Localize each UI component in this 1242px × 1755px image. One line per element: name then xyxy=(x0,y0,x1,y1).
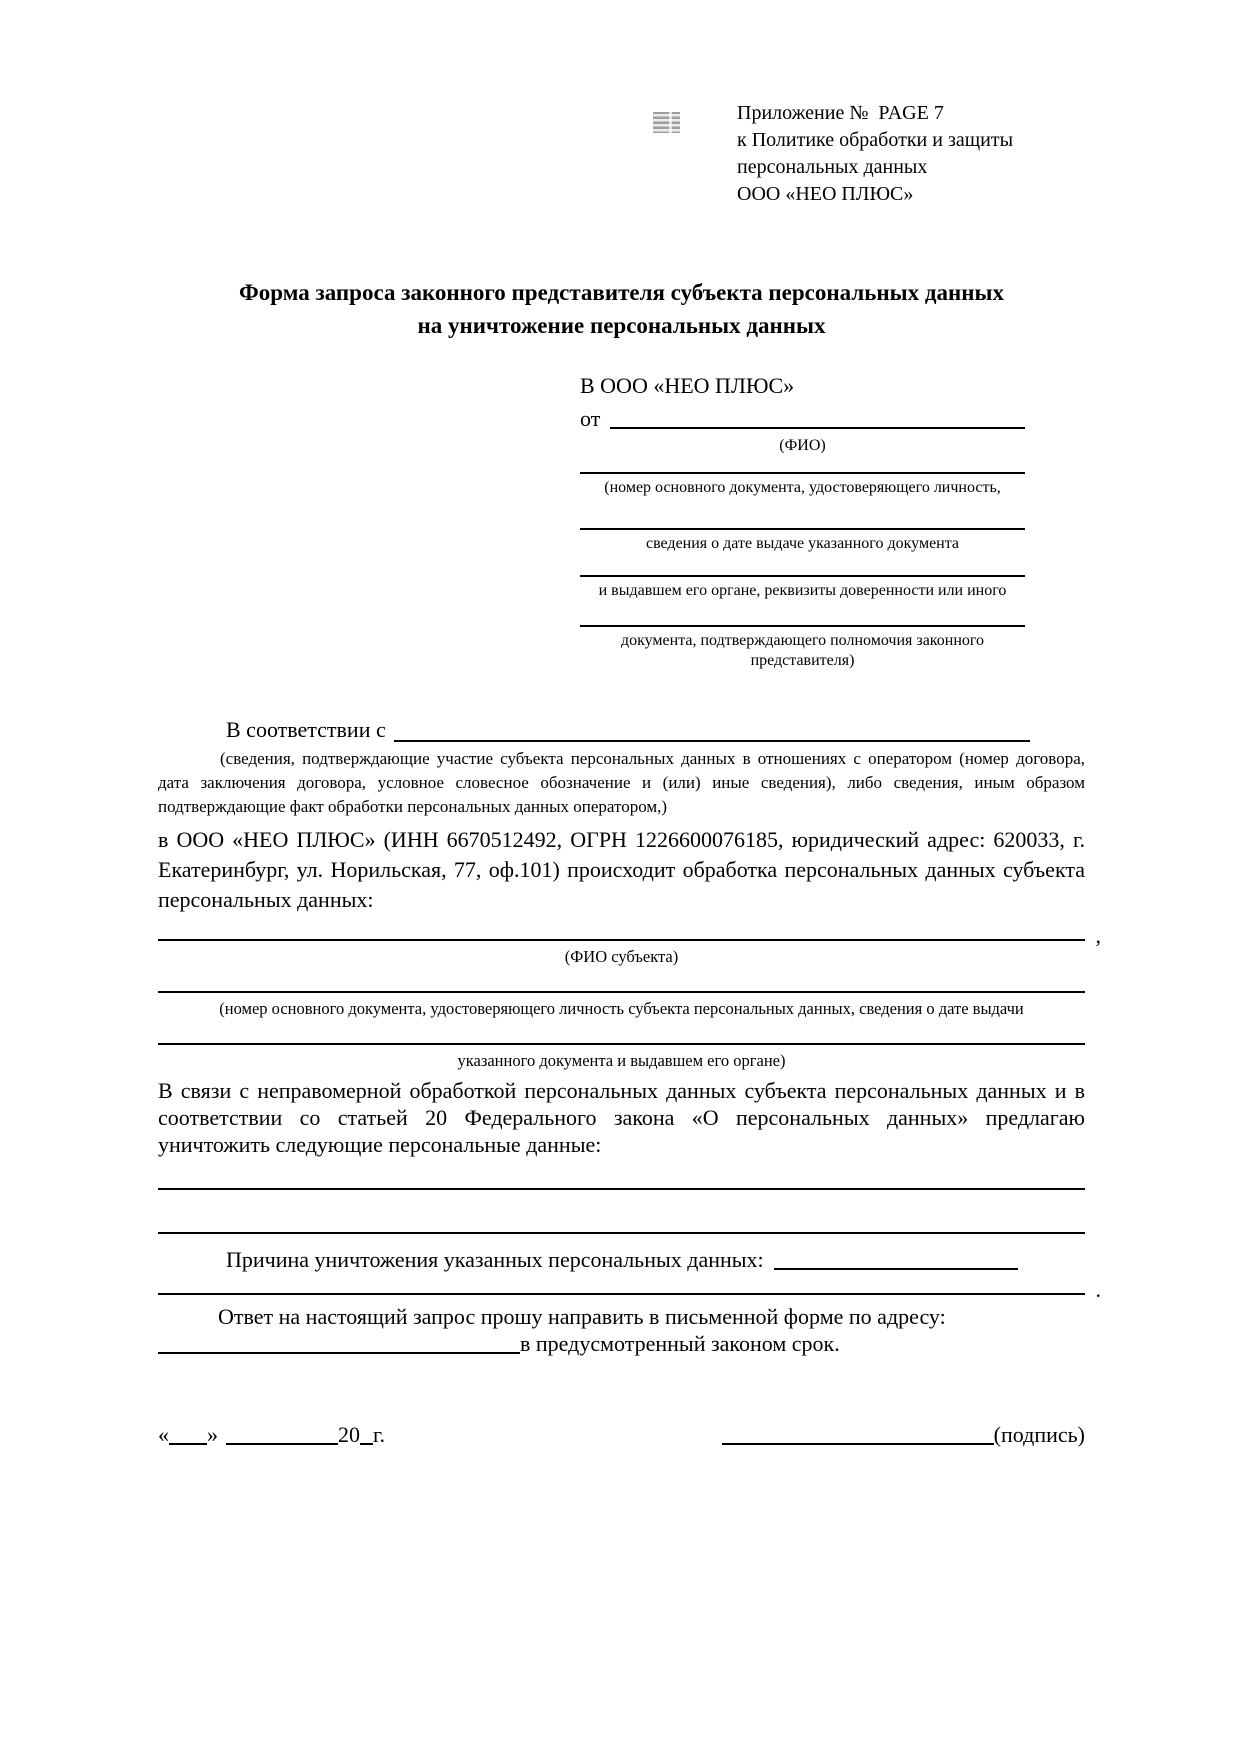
operator-paragraph: в ООО «НЕО ПЛЮС» (ИНН 6670512492, ОГРН 1226600076185, юридический адрес: 620033, г. Екатеринбург, ул. Норильская, 77, оф.101) происходит обработка персональных данных субъекта персональных данных: xyxy=(158,827,1085,912)
subject-doc-blank-1 xyxy=(158,991,1085,993)
reply-text: Ответ на настоящий запрос прошу направить в письменной форме по адресу: xyxy=(218,1304,946,1329)
quote-open: « xyxy=(158,1422,169,1447)
according-note: (сведения, подтверждающие участие субъекта персональных данных в отношениях с оператором (номер договора, дата заключения договора, условное словесное обозначение и (или) иные сведения), либо сведения, иным образом подтверждающие факт обработки персональных данных оператором,) xyxy=(158,749,1085,816)
caption-fio: (ФИО) xyxy=(779,437,826,454)
representative-doc-blank-4 xyxy=(580,625,1025,627)
appendix-policy-line-2: персональных данных xyxy=(737,156,928,178)
year-suffix: г. xyxy=(373,1422,386,1447)
document-title xyxy=(158,276,1085,342)
subject-doc-blank-2 xyxy=(158,1043,1085,1045)
reason-label: Причина уничтожения указанных персональных данных: xyxy=(226,1247,764,1272)
recipient-line: В ООО «НЕО ПЛЮС» xyxy=(580,373,795,398)
hidden-formatting-marks-icon xyxy=(653,112,680,133)
from-label: от xyxy=(580,406,601,431)
caption-subject-doc-1: (номер основного документа, удостоверяющего личность субъекта персональных данных, сведения о дате выдачи xyxy=(219,999,1024,1018)
representative-doc-blank-2 xyxy=(580,528,1025,530)
reply-suffix: в предусмотренный законом срок. xyxy=(520,1331,840,1356)
appendix-policy-line: к Политике обработки и защиты xyxy=(737,129,1014,151)
month-blank xyxy=(226,1443,338,1445)
document-title-line-2: на уничтожение персональных данных xyxy=(417,313,826,338)
signature-caption: (подпись) xyxy=(993,1422,1085,1447)
reason-continuation-blank-row xyxy=(158,1277,1101,1302)
representative-doc-blank-3 xyxy=(580,575,1025,577)
signature-blank xyxy=(722,1443,994,1445)
date-line xyxy=(158,1421,385,1448)
trailing-period: . xyxy=(1095,1277,1101,1302)
data-to-destroy-blank-1 xyxy=(158,1188,1085,1190)
subject-doc-blank-row-2 xyxy=(158,1043,1085,1045)
appendix-number-line: Приложение № PAGE 7 xyxy=(737,102,944,124)
signature-line xyxy=(722,1421,1085,1448)
subject-doc-blank-row-1 xyxy=(158,991,1085,993)
reply-address-row xyxy=(158,1330,1085,1357)
subject-fio-blank xyxy=(158,939,1085,941)
according-row xyxy=(158,715,1030,745)
according-blank xyxy=(394,740,1030,742)
appendix-block xyxy=(737,100,1013,208)
footer-row xyxy=(158,1421,1085,1448)
trailing-comma: , xyxy=(1095,923,1101,948)
document-title-line-1: Форма запроса законного представителя субъекта персональных данных xyxy=(239,280,1004,305)
day-blank xyxy=(169,1443,207,1445)
reason-blank xyxy=(774,1268,1018,1270)
representative-doc-blank-1 xyxy=(580,472,1025,474)
year-blank xyxy=(360,1443,373,1445)
reason-row xyxy=(158,1246,1018,1273)
caption-subject-doc-2: указанного документа и выдавшем его органе) xyxy=(457,1051,786,1070)
from-name-blank xyxy=(610,427,1025,429)
data-to-destroy-blank-2 xyxy=(158,1232,1085,1234)
caption-doc-2: сведения о дате выдаче указанного документа xyxy=(645,535,960,552)
reason-continuation-blank xyxy=(158,1293,1085,1295)
request-paragraph: В связи с неправомерной обработкой персональных данных субъекта персональных данных и в соответствии со статьей 20 Федерального закона «О персональных данных» предлагаю уничтожить следующие персональные данные: xyxy=(158,1078,1085,1157)
appendix-company-line: ООО «НЕО ПЛЮС» xyxy=(737,183,914,205)
year-text: 20 xyxy=(338,1422,360,1447)
caption-subject-fio: (ФИО субъекта) xyxy=(564,947,679,966)
addressee-block xyxy=(580,372,1025,671)
from-row xyxy=(580,406,1025,432)
reply-address-blank xyxy=(158,1352,520,1354)
quote-close: » xyxy=(207,1422,218,1447)
according-label: В соответствии с xyxy=(226,717,386,742)
header xyxy=(158,100,1085,212)
caption-doc-4: документа, подтверждающего полномочия законного представителя) xyxy=(620,632,985,669)
caption-doc-3: и выдавшем его органе, реквизиты доверенности или иного xyxy=(598,582,1007,599)
subject-fio-blank-row xyxy=(158,923,1101,948)
caption-doc-1: (номер основного документа, удостоверяющего личность, xyxy=(604,479,1001,496)
